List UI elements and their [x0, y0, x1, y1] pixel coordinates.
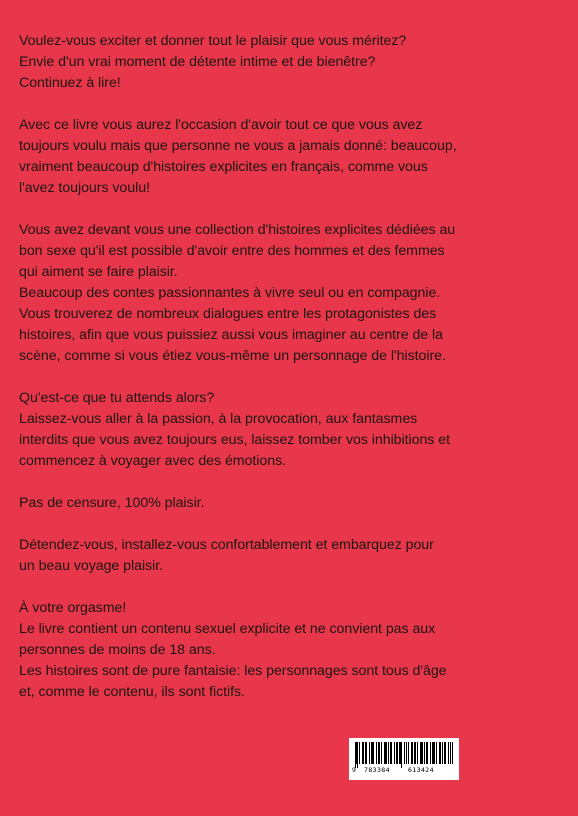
- text-line: l'avez toujours voulu!: [19, 180, 150, 196]
- barcode-bar: [426, 742, 427, 764]
- barcode-bar: [372, 742, 373, 764]
- blurb-text: [19, 31, 564, 724]
- barcode-bar: [427, 742, 428, 764]
- barcode-bar: [415, 742, 416, 764]
- barcode-bar: [373, 742, 374, 764]
- barcode-bar: [434, 742, 435, 764]
- barcode-bar: [432, 742, 433, 764]
- barcode-bar: [445, 742, 446, 764]
- text-line: un beau voyage plaisir.: [19, 558, 163, 574]
- barcode-left-group: 783384: [364, 766, 390, 774]
- isbn-barcode: [349, 738, 459, 780]
- text-line: personnes de moins de 18 ans.: [19, 642, 216, 658]
- barcode-bar: [420, 742, 421, 764]
- barcode-bar: [412, 742, 413, 764]
- barcode-bar: [388, 742, 389, 764]
- text-line: et, comme le contenu, ils sont fictifs.: [19, 684, 245, 700]
- barcode-bar: [394, 742, 395, 764]
- barcode-bar: [356, 742, 357, 764]
- barcode-bar: [399, 742, 400, 764]
- barcode-bar: [400, 742, 401, 764]
- barcode-bar: [440, 742, 441, 764]
- barcode-bar: [436, 742, 437, 764]
- barcode-bar: [365, 742, 366, 764]
- text-line: Pas de censure, 100% plaisir.: [19, 495, 205, 511]
- barcode-bar: [397, 742, 398, 764]
- barcode-bar: [424, 742, 425, 764]
- paragraph-passion: [19, 388, 564, 472]
- barcode-digits: [349, 765, 459, 777]
- barcode-bar: [386, 742, 387, 764]
- text-line: Laissez-vous aller à la passion, à la provocation, aux fantasmes: [19, 411, 418, 427]
- barcode-bar: [404, 742, 405, 764]
- barcode-first-digit: 9: [352, 766, 356, 774]
- text-line: qui aiment se faire plaisir.: [19, 264, 178, 280]
- barcode-bar: [390, 742, 391, 764]
- text-line: commencez à voyager avec des émotions.: [19, 453, 287, 469]
- barcode-bar: [384, 742, 385, 764]
- text-line: scène, comme si vous étiez vous-même un personnage de l'histoire.: [19, 348, 446, 364]
- barcode-bar: [442, 742, 443, 764]
- text-line: À votre orgasme!: [19, 600, 127, 616]
- paragraph-book-offer: [19, 115, 564, 199]
- barcode-bar: [452, 742, 453, 764]
- barcode-bar: [362, 742, 363, 764]
- barcode-bar: [439, 742, 440, 764]
- text-line: Détendez-vous, installez-vous confortablement et embarquez pour: [19, 537, 434, 553]
- text-line: Continuez à lire!: [19, 75, 121, 91]
- text-line: interdits que vous avez toujours eus, laissez tomber vos inhibitions et: [19, 432, 450, 448]
- barcode-bar: [444, 742, 445, 764]
- barcode-bar: [396, 742, 397, 764]
- paragraph-intro: [19, 31, 564, 94]
- barcode-bar: [371, 742, 372, 764]
- barcode-bar: [433, 742, 434, 764]
- barcode-bar: [369, 742, 370, 764]
- text-line: Les histoires sont de pure fantaisie: les personnages sont tous d'âge: [19, 663, 447, 679]
- text-line: Vous trouverez de nombreux dialogues entre les protagonistes des: [19, 306, 437, 322]
- barcode-bar: [379, 742, 380, 764]
- text-line: histoires, afin que vous puissiez aussi vous imaginer au centre de la: [19, 327, 443, 343]
- barcode-bar: [411, 742, 412, 764]
- barcode-bar: [430, 742, 431, 764]
- paragraph-disclaimer: [19, 598, 564, 703]
- barcode-right-group: 613424: [408, 766, 434, 774]
- barcode-bar: [408, 742, 409, 764]
- text-line: Qu'est-ce que tu attends alors?: [19, 390, 215, 406]
- barcode-bar: [414, 742, 415, 764]
- barcode-bar: [359, 742, 360, 764]
- paragraph-relax: [19, 535, 564, 577]
- text-line: Envie d'un vrai moment de détente intime et de bienêtre?: [19, 54, 376, 70]
- barcode-bar: [366, 742, 367, 764]
- barcode-bar: [421, 742, 422, 764]
- barcode-bar: [376, 742, 377, 764]
- text-line: Voulez-vous exciter et donner tout le plaisir que vous méritez?: [19, 33, 407, 49]
- barcode-bar: [381, 742, 382, 764]
- text-line: Beaucoup des contes passionnantes à vivre seul ou en compagnie.: [19, 285, 441, 301]
- barcode-bar: [363, 742, 364, 764]
- paragraph-collection: [19, 220, 564, 367]
- barcode-bar: [417, 742, 418, 764]
- text-line: Avec ce livre vous aurez l'occasion d'avoir tout ce que vous avez: [19, 117, 423, 133]
- text-line: vraiment beaucoup d'histoires explicites en français, comme vous: [19, 159, 428, 175]
- barcode-bar: [391, 742, 392, 764]
- barcode-bar: [450, 742, 451, 764]
- text-line: toujours voulu mais que personne ne vous a jamais donné: beaucoup,: [19, 138, 457, 154]
- text-line: Le livre contient un contenu sexuel explicite et ne convient pas aux: [19, 621, 436, 637]
- paragraph-no-censorship: [19, 493, 564, 514]
- text-line: Vous avez devant vous une collection d'histoires explicites dédiées au: [19, 222, 456, 238]
- text-line: bon sexe qu'il est possible d'avoir entre des hommes et des femmes: [19, 243, 445, 259]
- barcode-bar: [448, 742, 449, 764]
- barcode-bar: [406, 742, 407, 764]
- barcode-bar: [422, 742, 423, 764]
- barcode-bar: [378, 742, 379, 764]
- barcode-bar: [385, 742, 386, 764]
